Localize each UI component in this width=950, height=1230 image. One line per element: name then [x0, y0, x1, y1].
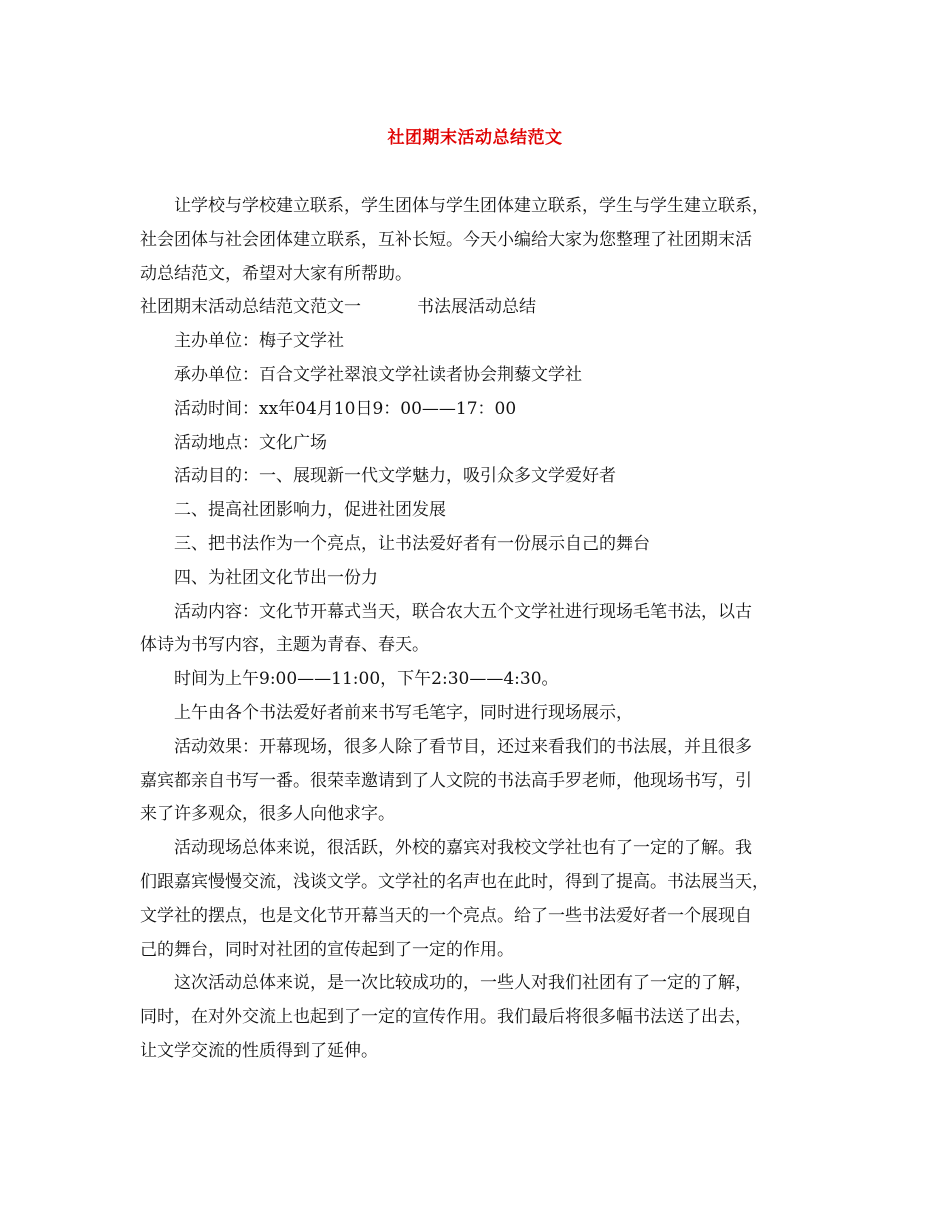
overall-line-4: 己的舞台，同时对社团的宣传起到了一定的作用。 [140, 939, 514, 960]
organizer-line: 主办单位：梅子文学社 [174, 331, 344, 352]
document-body [140, 190, 812, 1069]
section-heading-left: 社团期末活动总结范文范文一 [140, 297, 361, 318]
purpose-line-2: 二、提高社团影响力，促进社团发展 [174, 500, 446, 521]
intro-line-2: 社会团体与社会团体建立联系，互补长短。今天小编给大家为您整理了社团期末活 [140, 229, 752, 250]
purpose-line: 活动目的：一、展现新一代文学魅力，吸引众多文学爱好者 [174, 466, 616, 487]
intro-line-3: 动总结范文，希望对大家有所帮助。 [140, 263, 412, 284]
effect-line-3: 来了许多观众，很多人向他求字。 [140, 804, 395, 825]
time-line: 活动时间：xx年04月10日9：00——17：00 [174, 398, 517, 419]
section-heading-right: 书法展活动总结 [417, 297, 536, 318]
conclusion-line-1: 这次活动总体来说，是一次比较成功的，一些人对我们社团有了一定的了解， [174, 973, 752, 994]
morning-line: 上午由各个书法爱好者前来书写毛笔字，同时进行现场展示， [174, 702, 633, 723]
intro-line-1: 让学校与学校建立联系，学生团体与学生团体建立联系，学生与学生建立联系， [174, 196, 769, 216]
overall-line-2: 们跟嘉宾慢慢交流，浅谈文学。文学社的名声也在此时，得到了提高。书法展当天， [140, 871, 769, 892]
purpose-line-3: 三、把书法作为一个亮点，让书法爱好者有一份展示自己的舞台 [174, 533, 650, 554]
overall-line-1: 活动现场总体来说，很活跃，外校的嘉宾对我校文学社也有了一定的了解。我 [174, 838, 752, 859]
schedule-line: 时间为上午9:00——11:00，下午2:30——4:30。 [174, 669, 559, 690]
overall-line-3: 文学社的摆点，也是文化节开幕当天的一个亮点。给了一些书法爱好者一个展现自 [140, 905, 752, 926]
conclusion-line-3: 让文学交流的性质得到了延伸。 [140, 1040, 378, 1061]
place-line: 活动地点：文化广场 [174, 432, 327, 453]
co-organizer-line: 承办单位：百合文学社翠浪文学社读者协会荆藜文学社 [174, 364, 582, 385]
purpose-line-4: 四、为社团文化节出一份力 [174, 567, 378, 588]
effect-line-1: 活动效果：开幕现场，很多人除了看节目，还过来看我们的书法展，并且很多 [174, 736, 752, 757]
content-line-1: 活动内容：文化节开幕式当天，联合农大五个文学社进行现场毛笔书法，以古 [174, 601, 752, 622]
conclusion-line-2: 同时，在对外交流上也起到了一定的宣传作用。我们最后将很多幅书法送了出去， [140, 1007, 752, 1028]
effect-line-2: 嘉宾都亲自书写一番。很荣幸邀请到了人文院的书法高手罗老师，他现场书写，引 [140, 770, 752, 791]
section-heading [140, 291, 812, 325]
document-title: 社团期末活动总结范文 [387, 128, 563, 148]
content-line-2: 体诗为书写内容，主题为青春、春天。 [140, 635, 429, 656]
